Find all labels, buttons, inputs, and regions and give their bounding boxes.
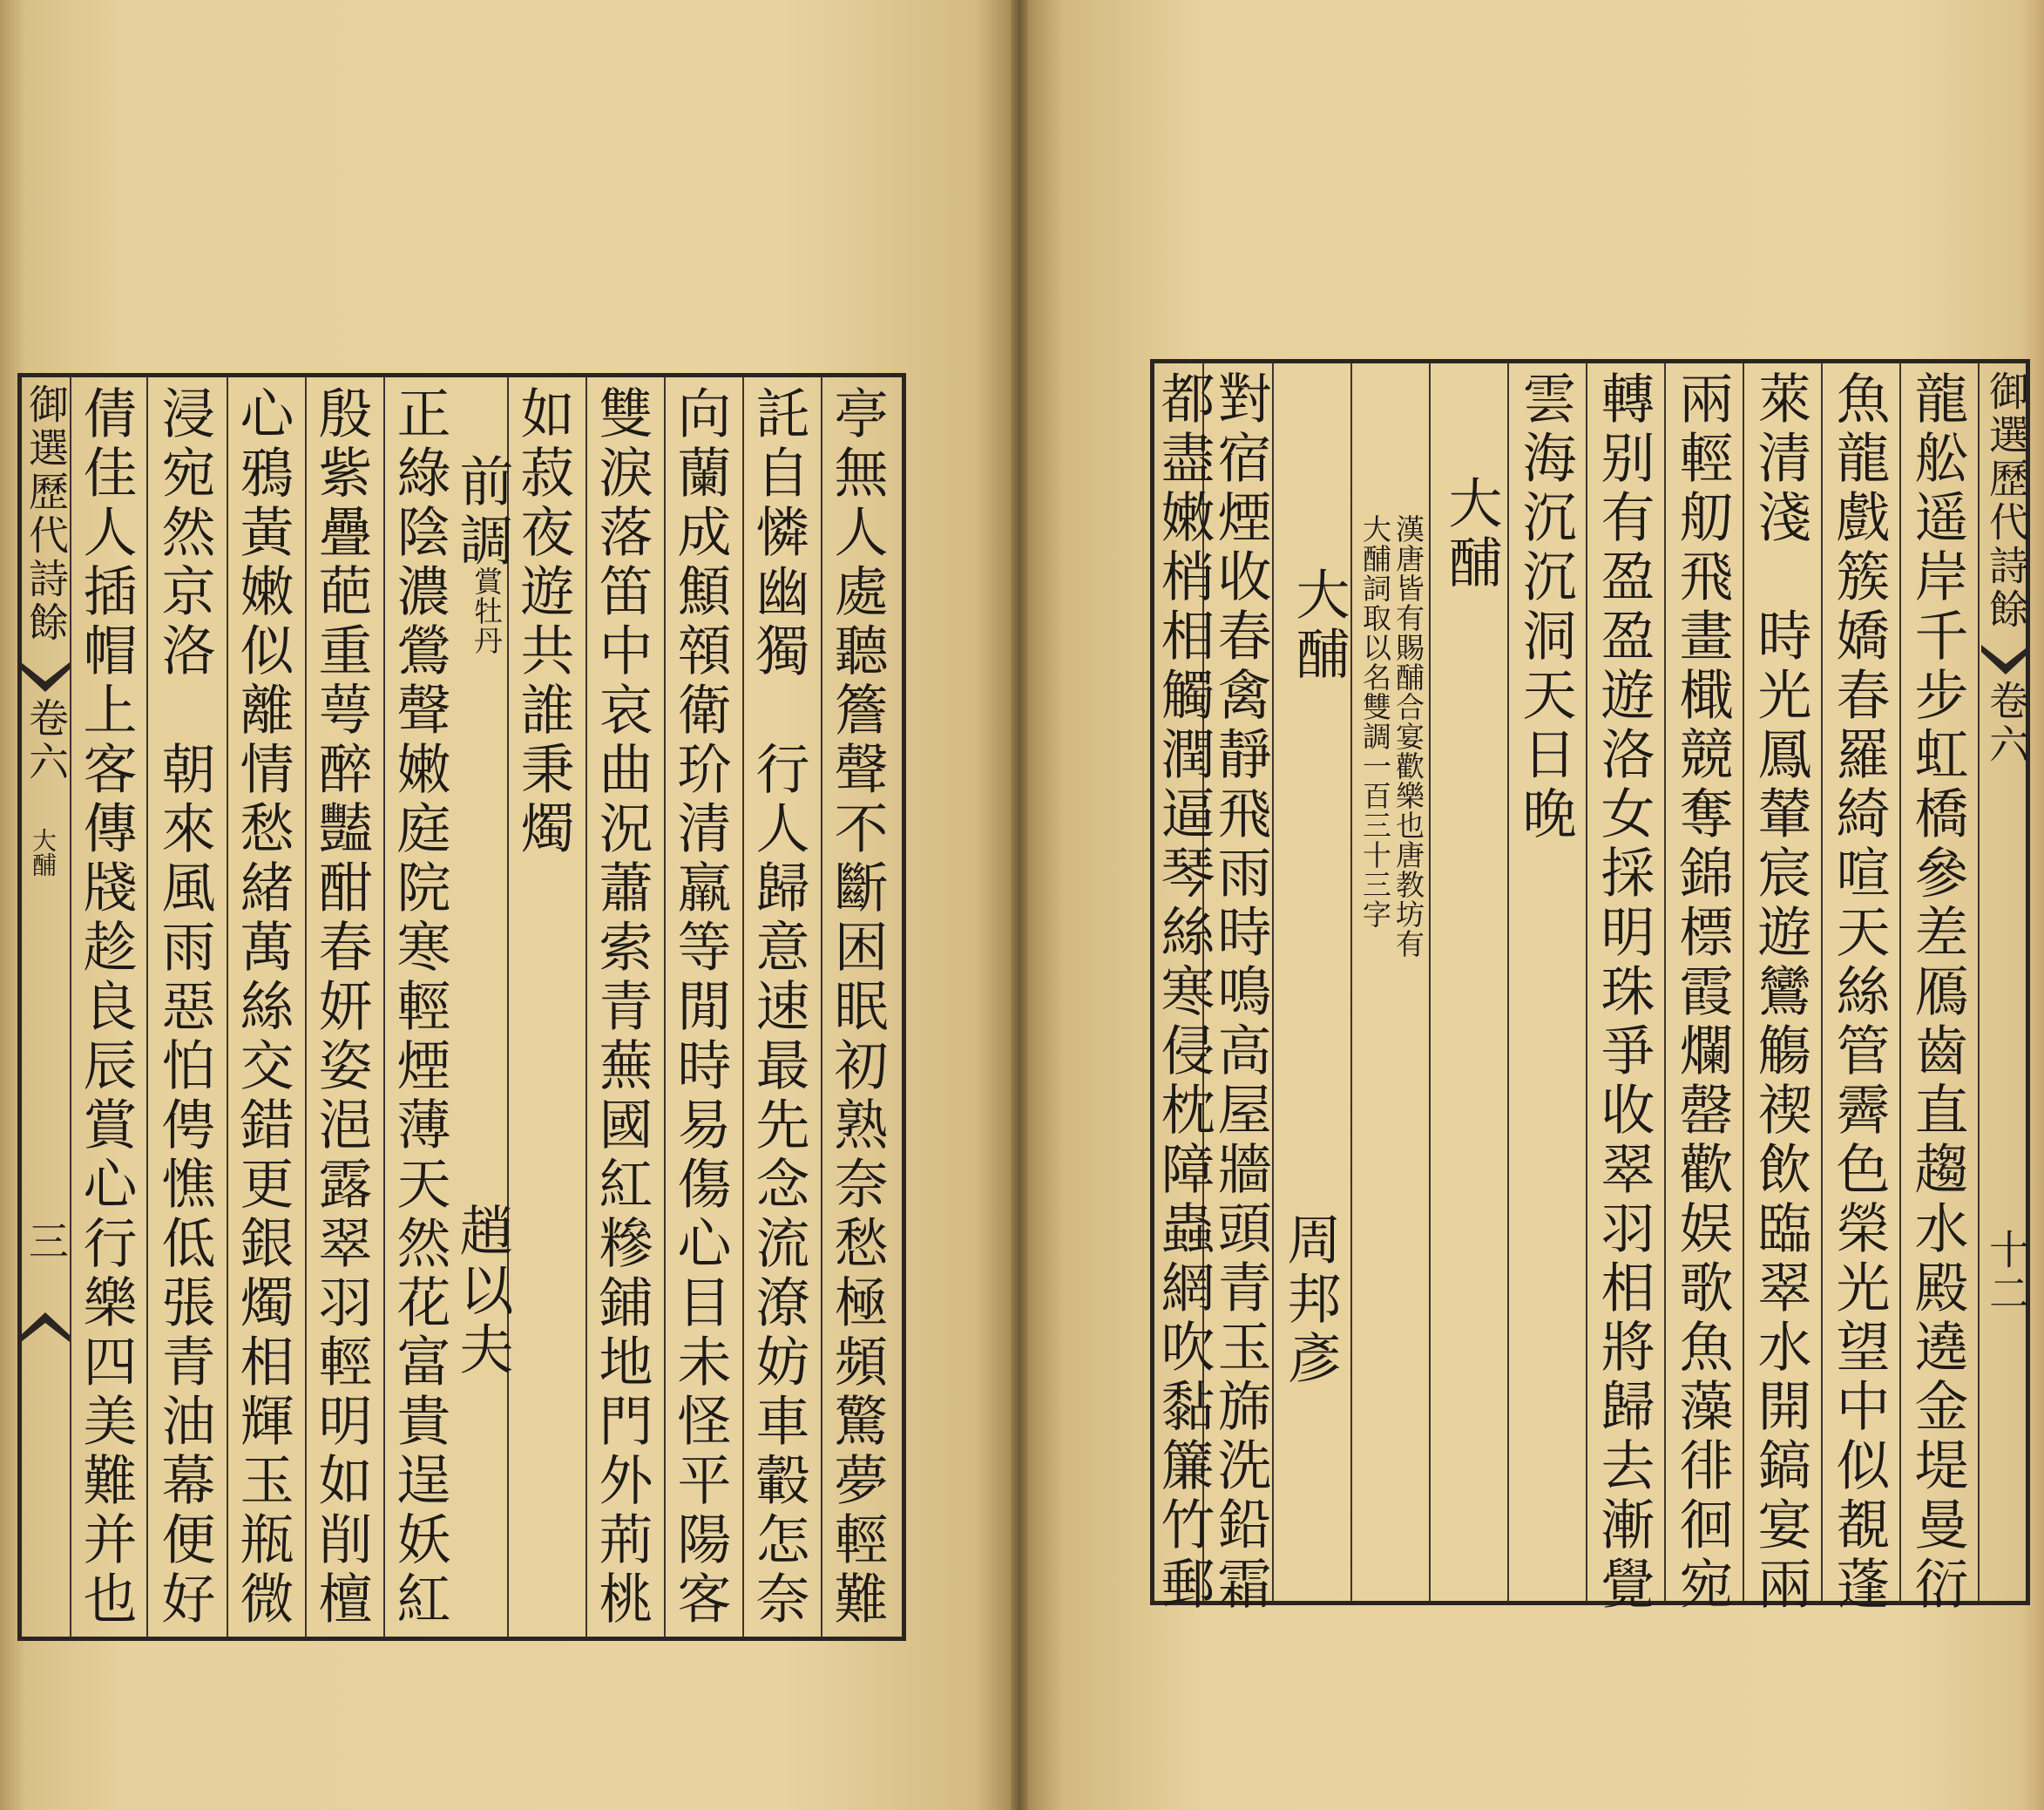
text-column: 心鴉黃嫩似離情愁緒萬絲交錯更銀燭相輝玉瓶微 (231, 385, 294, 1630)
author-name: 周邦彥 (1278, 1211, 1342, 1389)
center-strip-title: 御選歷代詩餘 (1983, 370, 2030, 632)
text-column: 萊清淺 時光鳳輦宸遊鸞觴禊飲臨翠水開鎬宴兩 (1749, 370, 1812, 1615)
fish-tail-mark-top (21, 662, 70, 701)
column-rule (664, 376, 666, 1637)
text-column: 浸宛然京洛 朝來風雨惡怕俜憔低張青油幕便好 (152, 385, 216, 1630)
fish-tail-mark-bottom (21, 1307, 70, 1346)
column-rule (1743, 363, 1744, 1602)
tune-note-line: 大酺詞取以名雙調一百三十三字 (1358, 514, 1392, 929)
column-rule (585, 376, 587, 1637)
text-column: 兩輕舠飛畫檝競奪錦標霞爛罄歡娱歌魚藻徘徊宛 (1670, 370, 1734, 1615)
center-strip-volume: 卷六 (23, 697, 70, 784)
column-rule (1507, 363, 1509, 1602)
column-rule (742, 376, 744, 1637)
center-strip-rule (70, 376, 71, 1637)
center-strip-page-no: 三 (23, 1220, 70, 1264)
column-rule (227, 376, 228, 1637)
tune-title-repeat: 大酺 (1287, 566, 1350, 685)
book-gutter (1011, 0, 1028, 1810)
text-column: 殷紫疊葩重萼醉豔酣春妍姿浥露翠羽輕明如削檀 (309, 385, 373, 1630)
column-rule (383, 376, 385, 1637)
text-column: 正綠陰濃鶯聲嫩庭院寒輕煙薄天然花富貴逞妖紅 (388, 385, 451, 1630)
text-column: 如菽夜遊共誰秉燭 (511, 385, 575, 859)
column-rule (305, 376, 307, 1637)
text-column: 魚龍戲簇嬌春羅綺喧天絲管霽色榮光望中似覩蓬 (1827, 370, 1891, 1615)
column-rule (1821, 363, 1823, 1602)
left-page (0, 0, 1011, 1810)
text-column: 雙淚落笛中哀曲況蕭索青蕪國紅糝鋪地門外荊桃 (590, 385, 653, 1630)
text-column: 託自憐幽獨 行人歸意速最先念流潦妨車轂怎奈 (747, 385, 810, 1630)
tune-note: 賞牡丹 (470, 566, 504, 655)
column-rule (1350, 363, 1352, 1602)
tune-title: 大酺 (1439, 475, 1503, 593)
text-column: 轉别有盈盈遊洛女採明珠爭收翠羽相將歸去漸覺 (1592, 370, 1655, 1615)
text-column: 向蘭成顦顇衛玠清羸等閒時易傷心目未怪平陽客 (668, 385, 732, 1630)
column-rule (1586, 363, 1587, 1602)
column-rule (1664, 363, 1666, 1602)
text-column: 對宿煙收春禽靜飛雨時鳴高屋牆頭青玉旆洗鉛霜 (1208, 370, 1272, 1615)
column-rule (1899, 363, 1901, 1602)
center-strip-rule (1978, 363, 1980, 1602)
text-column: 倩佳人插帽上客傳牋趁良辰賞心行樂四美難并也 (74, 385, 138, 1630)
column-rule (1429, 363, 1431, 1602)
right-page-frame (1150, 359, 2030, 1605)
column-rule (146, 376, 148, 1637)
column-rule (1272, 363, 1274, 1602)
column-rule (821, 376, 822, 1637)
center-strip-page-no: 十二 (1983, 1229, 2030, 1316)
author-name: 趙以夫 (450, 1203, 514, 1380)
fish-tail-mark-top (1981, 645, 2030, 683)
center-strip-title: 御選歷代詩餘 (23, 383, 70, 645)
tune-title: 前調 (450, 453, 514, 572)
text-column: 都盡嫩梢相觸潤逼琴絲寒侵枕障蟲網吹黏簾竹郵 (1152, 370, 1215, 1615)
text-column: 亭無人處聽簷聲不斷困眠初熟奈愁極頻驚夢輕難 (825, 385, 889, 1630)
right-page (1028, 0, 2044, 1810)
text-column: 雲海沉沉洞天日晚 (1513, 370, 1577, 844)
center-strip-volume: 卷六 (1983, 680, 2030, 767)
tune-note-line: 漢唐皆有賜酺合宴歡樂也唐教坊有 (1391, 514, 1425, 959)
center-strip-section: 大酺 (29, 828, 58, 877)
text-column: 龍舩遥岸千步虹橋參差鴈齒直趨水殿遶金堤曼衍 (1905, 370, 1969, 1615)
